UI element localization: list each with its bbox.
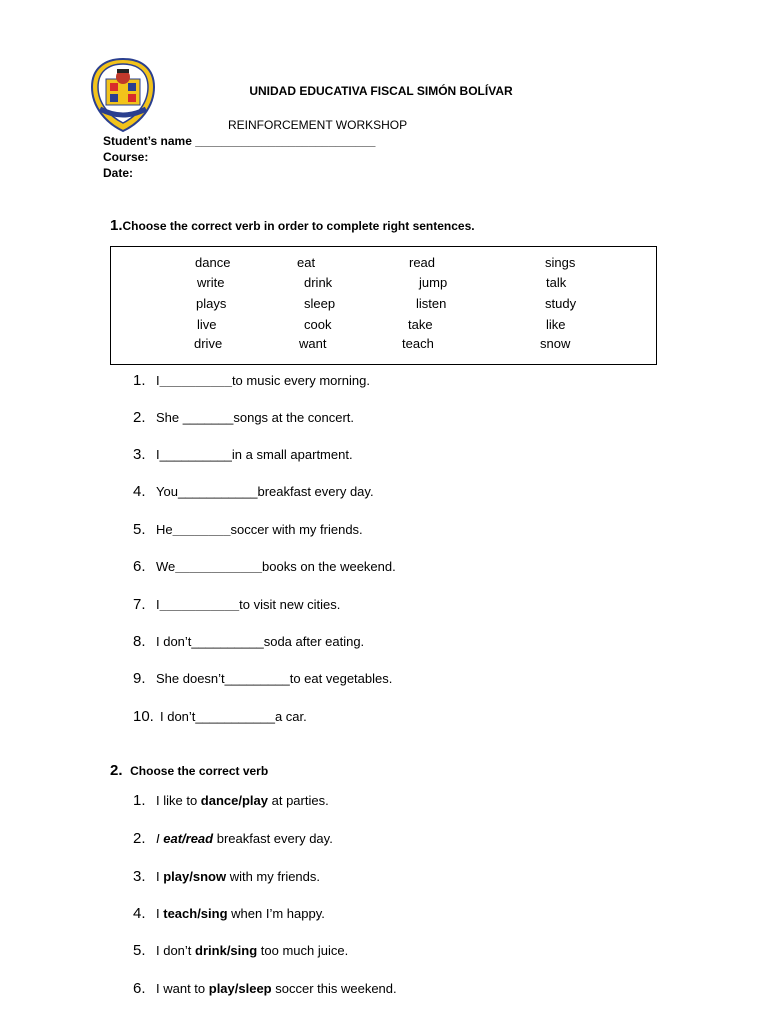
item-answer: eat/read — [163, 831, 214, 846]
word-bank-item: study — [545, 296, 577, 311]
word-bank-item: live — [197, 317, 217, 332]
item-answer: dance/play — [200, 793, 268, 808]
section1-item — [133, 521, 363, 538]
item-answer: play/sleep — [208, 981, 272, 996]
item-text: to visit new cities. — [239, 597, 341, 612]
item-text: breakfast every day. — [213, 831, 333, 846]
section2-title: Choose the correct verb — [130, 764, 269, 778]
word-bank-item: drink — [304, 275, 333, 290]
section2-item — [133, 868, 320, 885]
item-answer: ____________ — [175, 559, 263, 574]
item-number: 1. — [133, 792, 146, 809]
item-text: I — [156, 597, 160, 612]
item-text: soccer this weekend. — [271, 981, 397, 996]
section1-item — [133, 633, 364, 650]
item-text: I — [156, 869, 164, 884]
item-number: 1. — [133, 372, 146, 389]
item-text: too much juice. — [257, 943, 349, 958]
item-text: I__________in a small apartment. — [156, 447, 353, 462]
item-text: She doesn’t_________to eat vegetables. — [156, 671, 393, 686]
course-field[interactable]: Course: — [103, 150, 149, 164]
section2-heading — [110, 762, 268, 779]
item-number: 5. — [133, 942, 146, 959]
item-answer: play/snow — [163, 869, 227, 884]
item-text: We — [156, 559, 176, 574]
item-answer: __________ — [159, 373, 232, 388]
item-answer: ________ — [172, 522, 231, 537]
item-text: at parties. — [268, 793, 329, 808]
item-answer: drink/sing — [195, 943, 258, 958]
word-bank-item: talk — [546, 275, 567, 290]
school-title: UNIDAD EDUCATIVA FISCAL SIMÓN BOLÍVAR — [249, 84, 513, 98]
section1-item — [133, 558, 396, 575]
item-number: 5. — [133, 521, 146, 538]
word-bank-item: snow — [540, 336, 571, 351]
item-number: 6. — [133, 558, 146, 575]
section1-heading — [110, 217, 475, 234]
section1-item — [133, 483, 374, 500]
item-number: 2. — [133, 830, 146, 847]
item-text: soccer with my friends. — [230, 522, 363, 537]
section1-title: Choose the correct verb in order to complete right sentences. — [122, 219, 475, 233]
word-bank-item: sings — [545, 255, 576, 270]
date-field[interactable]: Date: — [103, 166, 134, 180]
word-bank-item: dance — [195, 255, 231, 270]
item-text: He — [156, 522, 173, 537]
item-text: books on the weekend. — [262, 559, 396, 574]
section1-item — [133, 670, 392, 687]
word-bank — [110, 246, 657, 365]
section1-item — [133, 409, 354, 426]
item-text: I — [156, 906, 164, 921]
item-number: 4. — [133, 483, 146, 500]
item-number: 8. — [133, 633, 146, 650]
word-bank-item: jump — [419, 275, 448, 290]
word-bank-item: eat — [297, 255, 316, 270]
item-text: I don’t___________a car. — [160, 709, 307, 724]
word-bank-item: want — [299, 336, 327, 351]
item-text: when I’m happy. — [227, 906, 325, 921]
item-text: with my friends. — [226, 869, 321, 884]
word-bank-item: like — [546, 317, 566, 332]
item-number: 4. — [133, 905, 146, 922]
word-bank-item: cook — [304, 317, 332, 332]
word-bank-item: take — [408, 317, 433, 332]
item-number: 10. — [133, 708, 154, 725]
item-number: 3. — [133, 446, 146, 463]
item-text: I — [156, 373, 160, 388]
section1-item — [133, 446, 353, 463]
section1-item — [133, 708, 307, 725]
workshop-title: REINFORCEMENT WORKSHOP — [228, 118, 408, 132]
item-text: I don’t__________soda after eating. — [156, 634, 365, 649]
student-fields — [103, 133, 375, 181]
item-number: 3. — [133, 868, 146, 885]
word-bank-item: read — [409, 255, 436, 270]
item-number: 2. — [133, 409, 146, 426]
word-bank-item: drive — [194, 336, 223, 351]
word-bank-item: plays — [196, 296, 227, 311]
word-bank-item: sleep — [304, 296, 336, 311]
item-text: I — [156, 831, 164, 846]
word-bank-item: teach — [402, 336, 434, 351]
item-text: I like to — [156, 793, 201, 808]
item-answer: teach/sing — [163, 906, 228, 921]
section2-item — [133, 980, 397, 997]
item-number: 6. — [133, 980, 146, 997]
word-bank-item: listen — [416, 296, 447, 311]
item-number: 7. — [133, 596, 146, 613]
item-number: 9. — [133, 670, 146, 687]
item-text: I want to — [156, 981, 209, 996]
section2-item — [133, 905, 325, 922]
student-name-field[interactable]: Student’s name ___________________________ — [103, 134, 376, 148]
item-text: You___________breakfast every day. — [156, 484, 374, 499]
section1-number: 1. — [110, 217, 123, 234]
item-text: I don’t — [156, 943, 196, 958]
section2-number: 2. — [110, 762, 123, 779]
section2-item — [133, 830, 333, 847]
section2-item — [133, 792, 329, 809]
section2-item — [133, 942, 348, 959]
section1-item — [133, 596, 340, 613]
word-bank-item: write — [197, 275, 225, 290]
item-answer: ___________ — [159, 597, 240, 612]
section1-item — [133, 372, 370, 389]
item-text: She _______songs at the concert. — [156, 410, 355, 425]
item-text: to music every morning. — [231, 373, 370, 388]
